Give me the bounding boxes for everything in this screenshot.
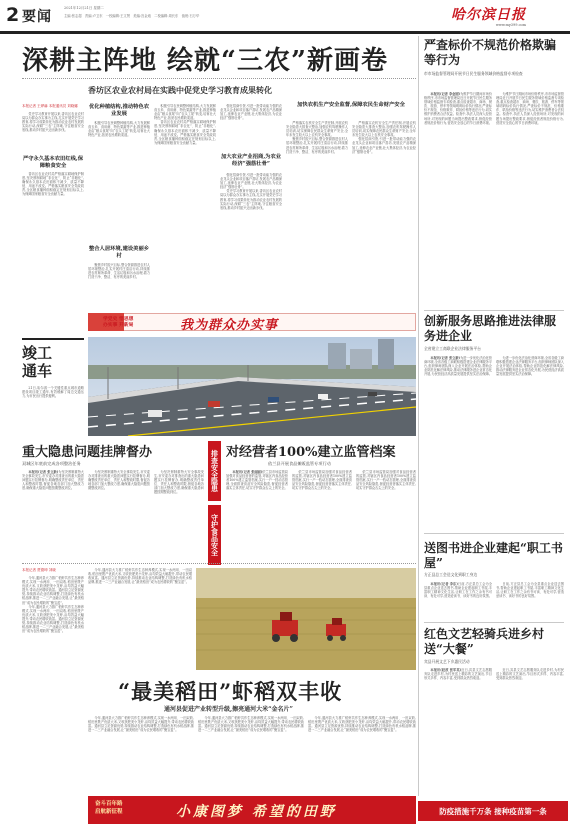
- banner-small-line-1: 学党史 悟思想: [103, 316, 134, 322]
- lead-column-1-body: 香坊区农业农村局严格落实耕地保护制度,坚决遏制耕地“非农化”、防止“非粮化”,确保永久基本农田面积不减少、质量不降低、用途不改变。严格落实粮食安全党政同责,全区粮食播种面积稳定在规划目标以上,为保障国家粮食安全贡献力量。: [22, 172, 84, 197]
- lead-column-2-body: 积极引导农民调整种植结构,大力发展鲜食玉米、食用菌、特色果蔬等产业,推进种植业由“粮头食尾”向“农头工尾”转变,培育壮大特色产业,拓宽农民增收渠道。: [88, 121, 150, 138]
- food-body-3: 依兰县市场监管局加强对食品经营者的监管,对辖区内食品经营者100%建立监管档案,实行一户一档动态管理,全面排查食品安全风险隐患,督促经营者落实主体责任,切实守护群众舌尖上的安全。: [356, 470, 416, 491]
- issue-date: 2021年12月21日 星期二: [64, 6, 104, 10]
- lead-subheadline: 香坊区农业农村局在实践中促党史学习教育成果转化: [88, 85, 272, 95]
- middle-divider: [22, 563, 416, 564]
- lead-subhead-1: 严守永久基本农田红线,保障粮食安全: [22, 156, 84, 169]
- lead-divider: [22, 78, 416, 79]
- banner-small-line-2: 办实事 开新局: [103, 322, 134, 328]
- banner-slogan-small: [103, 316, 133, 328]
- feature-byline: 本报记者 贾德坤 刘晓: [22, 568, 56, 572]
- food-body-2: 依兰县市场监管局加强对食品经营者的监管,对辖区内食品经营者100%建立监管档案,实行一户一档动态管理,全面排查食品安全风险隐患,督促经营者落实主体责任,切实守护群众舌尖上的安全。: [292, 470, 352, 491]
- right-art-body-2: 近日,宾县文艺志愿服务队走进乡村,为村民送上精彩的文艺演出,节目形式多样、内容丰富,受到群众热烈欢迎。: [496, 668, 564, 681]
- vertical-tag-food-text: 守护食品安全: [210, 514, 220, 556]
- lead-column-2-tail: 聚焦乡村振兴目标,整合资源推进农村人居环境整治,扎实开展村庄清洁行动,持续推进农村厕所革命、生活垃圾和污水治理,着力打造干净、整洁、有序的美丽乡村。: [88, 263, 150, 280]
- right-price-body-2: 为维护节日期间市场价格秩序,市市场监督管理局近日开展节日民生服务领域价格监督专项检查,重点检查超市、商场、餐饮、旅游、停车等领域明码标价执行情况,严查标价不规范、价格欺诈、哄抬价格等违法行为,切实维护消费者合法权益。检查中,执法人员深入经营场所,对发现的问题当场提出整改要求,督促经营者规范价格行为,营造安全放心的节日消费环境。: [496, 92, 564, 125]
- right-subheadline-legal: 全省建立工商联企业法律服务平台: [424, 346, 481, 351]
- road-opening-photo: [88, 337, 416, 436]
- lead-subhead-5: 加大农业产业招商,为农业经济“强筋壮骨”: [220, 154, 282, 167]
- lead-byline: 本报记者 王烨赫 本报通讯员 刘晓娜: [22, 104, 78, 108]
- food-body-1: 本报讯(记者 张丽丽)依兰县市场监管局加强对食品经营者的监管,对辖区内食品经营者100%建立监管档案,实行一户一档动态管理,全面排查食品安全风险隐患,督促经营者落实主体责任,切实守护群众舌尖上的安全。: [226, 470, 288, 491]
- food-headline[interactable]: 对经营者100%建立监管档案: [226, 445, 396, 460]
- right-art-body-1: 本报讯(赵波 张军英)近日,宾县文艺志愿服务队走进乡村,为村民送上精彩的文艺演出,节目形式多样、内容丰富,受到群众热烈欢迎。: [424, 668, 492, 681]
- newspaper-url[interactable]: www.my399.com: [495, 23, 526, 27]
- rice-harvest-photo: [196, 568, 416, 670]
- hazard-body-1: 本报讯(记者 张立新)为坚决遏制重特大安全事故发生,市安委办对排查出的重大隐患问题实行挂牌督办,明确整改责任单位、责任人和整改时限,督促各地各部门加大整改力度,确保重大隐患问题按期整改到位。: [22, 470, 84, 491]
- footer-slogan-big: 小康图梦 希望的田野: [176, 804, 337, 820]
- feature-headline[interactable]: “最美稻田”虾稻双丰收: [118, 679, 343, 704]
- right-divider-2: [424, 533, 564, 534]
- feature-body-4: 今年,通河县大力推广稻虾共作生态种养模式,实现一水两用、一田双收,稻田里既产优质大米,又收获肥美小龙虾,亩均效益大幅提升,带动农民增收致富。通河县立足资源优势,持续推动农业结构调整,打造绿色有机水稻品牌,推进一二三产业融合发展,让“最美稻田”成为农民增收的“聚宝盆”。: [198, 716, 304, 733]
- photo-caption-body: 21日,哈尔滨一个关键性重点城市道路建设项目竣工通车,有效缓解了周边交通压力,为市民出行提供便利。: [22, 386, 84, 399]
- right-subheadline-price: 市市场监督管理局开展节日民生服务领域价格监督专项检查: [424, 71, 523, 76]
- right-headline-price[interactable]: 严查标价不规范价格欺骗等行为: [424, 38, 557, 67]
- feature-subheadline: 通河县促进产业转型升级,擦亮通河大米“金名片”: [164, 706, 293, 713]
- photo-caption-box: [22, 338, 84, 434]
- photo-caption-title: 竣工通车: [22, 344, 53, 380]
- staff-line: 主编:张志超 责编:卢卫东 一校编辑:王文贤 美编:宫金迪 二校编辑:周长东 值班:石万华: [64, 14, 200, 18]
- lead-subhead-3: 加快农机生产安全监督,保障农民生命财产安全: [297, 102, 405, 108]
- masthead-rule: [0, 31, 570, 34]
- hazard-body-2: 为坚决遏制重特大安全事故发生,市安委办对排查出的重大隐患问题实行挂牌督办,明确整改责任单位、责任人和整改时限,督促各地各部门加大整改力度,确保重大隐患问题按期整改到位。: [88, 470, 150, 491]
- feature-body-3: 今年,通河县大力推广稻虾共作生态种养模式,实现一水两用、一田双收,稻田里既产优质大米,又收获肥美小龙虾,亩均效益大幅提升,带动农民增收致富。通河县立足资源优势,持续推动农业结构调整,打造绿色有机水稻品牌,推进一二三产业融合发展,让“最美稻田”成为农民增收的“聚宝盆”。: [88, 716, 194, 733]
- lead-column-6-body: 严格落实农机安全生产责任制,开展农机安全隐患大排查大整治,加强农机驾驶操作人员培训,切实保障农民群众生命财产安全,全年未发生较大以上农机安全事故。 强化招商引资,引进一批带动能力强的农业龙头企业和项目落户香坊,发展农产品精深加工,延伸农业产业链,壮大集体经济,为农业经济“强筋壮骨”。: [352, 121, 416, 154]
- right-legal-body-2: 为进一步优化法治化营商环境,全省各级工商联积极搭建企业法律服务平台,组织律师团队深入企业开展法治体检,帮助企业防范化解法律风险,推动法律服务进企业常态化开展,为民营经济高质量发展提供坚实法治保障。: [496, 356, 564, 377]
- right-headline-legal[interactable]: 创新服务思路推进法律服务进企业: [424, 314, 557, 343]
- feature-body-2: 今年,通河县大力推广稻虾共作生态种养模式,实现一水两用、一田双收,稻田里既产优质大米,又收获肥美小龙虾,亩均效益大幅提升,带动农民增收致富。通河县立足资源优势,持续推动农业结构调整,打造绿色有机水稻品牌,推进一二三产业融合发展,让“最美稻田”成为农民增收的“聚宝盆”。: [88, 568, 192, 585]
- feature-body-5: 今年,通河县大力推广稻虾共作生态种养模式,实现一水两用、一田双收,稻田里既产优质大米,又收获肥美小龙虾,亩均效益大幅提升,带动农民增收致富。通河县立足资源优势,持续推动农业结构调整,打造绿色有机水稻品牌,推进一二三产业融合发展,让“最美稻田”成为农民增收的“聚宝盆”。: [308, 716, 416, 733]
- lead-headline[interactable]: 深耕主阵地 绘就“三农”新画卷: [22, 46, 388, 76]
- road-photo-illustration: [88, 337, 416, 436]
- vertical-tag-food: [208, 505, 221, 565]
- footer-slogan-small: [95, 800, 123, 816]
- food-subheadline: 依兰县开展食品摊贩监管专项行动: [268, 461, 331, 466]
- lead-column-4-body: 强化招商引资,引进一批带动能力强的农业龙头企业和项目落户香坊,发展农产品精深加工,延伸农业产业链,壮大集体经济,为农业经济“强筋壮骨”。 党史学习教育开展以来,香坊区农业农村局以为群众办实事为主线,扎实开展党史学习教育,将学习成果转化为推动农业农村发展的实际行动,深耕“三农”主阵地,守住粮食安全底线,推动乡村振兴迈出新步伐。: [220, 173, 282, 210]
- newspaper-logo: 哈尔滨日报: [451, 7, 526, 23]
- right-subheadline-art: 宾县开展文艺下乡惠民活动: [424, 659, 470, 664]
- page-number: 2: [6, 4, 20, 26]
- hazard-body-3: 为坚决遏制重特大安全事故发生,市安委办对排查出的重大隐患问题实行挂牌督办,明确整改责任单位、责任人和整改时限,督促各地各部门加大整改力度,确保重大隐患问题按期整改到位。: [154, 470, 204, 495]
- right-headline-art[interactable]: 红色文艺轻骑兵进乡村送“大餐”: [424, 627, 545, 656]
- lead-column-1-intro: 党史学习教育开展以来,香坊区农业农村局以为群众办实事为主线,扎实开展党史学习教育,将学习成果转化为推动农业农村发展的实际行动,深耕“三农”主阵地,守住粮食安全底线,推动乡村振兴迈出新步伐。: [22, 112, 84, 133]
- right-divider-3: [424, 622, 564, 623]
- rice-photo-illustration: [196, 568, 416, 670]
- lead-column-3-body: 积极引导农民调整种植结构,大力发展鲜食玉米、食用菌、特色果蔬等产业,推进种植业由“粮头食尾”向“农头工尾”转变,培育壮大特色产业,拓宽农民增收渠道。 香坊区农业农村局严格落实耕地保护制度,坚决遏制耕地“非农化”、防止“非粮化”,确保永久基本农田面积不减少、质量不降低、用途不改变。严格落实粮食安全党政同责,全区粮食播种面积稳定在规划目标以上,为保障国家粮食安全贡献力量。: [154, 104, 216, 145]
- lead-subhead-2: 优化种植结构,推动特色农业发展: [88, 104, 150, 117]
- feature-body-1: 今年,通河县大力推广稻虾共作生态种养模式,实现一水两用、一田双收,稻田里既产优质大米,又收获肥美小龙虾,亩均效益大幅提升,带动农民增收致富。通河县立足资源优势,持续推动农业结构调整,打造绿色有机水稻品牌,推进一二三产业融合发展,让“最美稻田”成为农民增收的“聚宝盆”。 今年,通河县大力推广稻虾共作生态种养模式,实现一水两用、一田双收,稻田里既产优质大米,又收获肥美小龙虾,亩均效益大幅提升,带动农民增收致富。通河县立足资源优势,持续推动农业结构调整,打造绿色有机水稻品牌,推进一二三产业融合发展,让“最美稻田”成为农民增收的“聚宝盆”。: [22, 576, 84, 634]
- right-headline-books[interactable]: 送图书进企业建起“职工书屋”: [424, 541, 563, 570]
- right-books-body-2: 日前,方正县总工会为全县重点企业送去图书,帮助企业建起职工书屋,丰富职工精神文化生活,让职工在工作之余有书可读、有处可学,营造爱读书、读好书的良好氛围。: [496, 582, 564, 599]
- right-price-body-1: 本报讯(记者 李金刚)为维护节日期间市场价格秩序,市市场监督管理局近日开展节日民生服务领域价格监督专项检查,重点检查超市、商场、餐饮、旅游、停车等领域明码标价执行情况,严查标价不规范、价格欺诈、哄抬价格等违法行为,切实维护消费者合法权益。检查中,执法人员深入经营场所,对发现的问题当场提出整改要求,督促经营者规范价格行为,营造安全放心的节日消费环境。: [424, 92, 492, 125]
- hazard-headline[interactable]: 重大隐患问题挂牌督办: [22, 445, 153, 460]
- lead-column-5-body: 严格落实农机安全生产责任制,开展农机安全隐患大排查大整治,加强农机驾驶操作人员培训,切实保障农民群众生命财产安全,全年未发生较大以上农机安全事故。 聚焦乡村振兴目标,整合资源推进农村人居环境整治,扎实开展村庄清洁行动,持续推进农村厕所革命、生活垃圾和污水治理,着力打造干净、整洁、有序的美丽乡村。: [286, 121, 348, 154]
- vertical-tag-hazard: [208, 441, 221, 501]
- right-subheadline-books: 方正县总工会送文化到职工身边: [424, 572, 478, 577]
- footer-small-line-2: 启航新征程: [95, 809, 123, 815]
- hazard-subheadline: 双城区年底前完成各项整治任务: [22, 461, 81, 466]
- right-legal-body-1: 本报讯(记者 张立新)为进一步优化法治化营商环境,全省各级工商联积极搭建企业法律服务平台,组织律师团队深入企业开展法治体检,帮助企业防范化解法律风险,推动法律服务进企业常态化开展,为民营经济高质量发展提供坚实法治保障。: [424, 356, 492, 377]
- vaccination-slogan-text: 防疫措施千万条 接种疫苗第一条: [439, 807, 547, 816]
- right-divider-1: [424, 310, 564, 311]
- right-books-body-1: 本报讯(记者 李东)日前,方正县总工会为全县重点企业送去图书,帮助企业建起职工书屋,丰富职工精神文化生活,让职工在工作之余有书可读、有处可学,营造爱读书、读好书的良好氛围。: [424, 582, 492, 599]
- vertical-tag-hazard-text: 排查安全隐患: [210, 450, 220, 492]
- footer-small-line-1: 奋斗百年路: [95, 801, 123, 807]
- column-separator: [418, 36, 419, 796]
- lead-subhead-4: 整合人居环境,建设美丽乡村: [88, 246, 150, 259]
- section-name: 要闻: [22, 9, 52, 25]
- lead-column-4-top: 强化招商引资,引进一批带动能力强的农业龙头企业和项目落户香坊,发展农产品精深加工,延伸农业产业链,壮大集体经济,为农业经济“强筋壮骨”。: [220, 104, 282, 121]
- banner-slogan-big: 我为群众办实事: [180, 318, 279, 333]
